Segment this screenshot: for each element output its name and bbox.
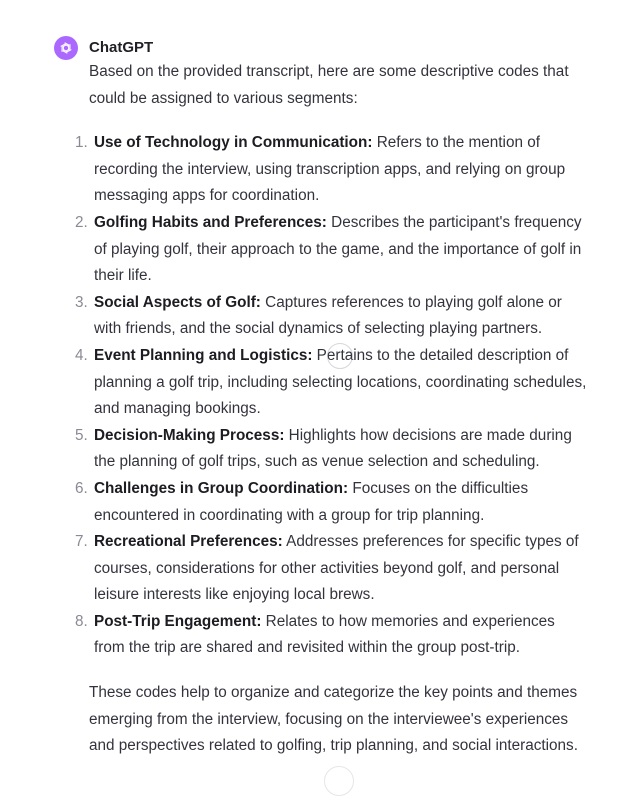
list-item [75, 476, 589, 529]
list-item-number: 1. [75, 134, 88, 152]
scroll-to-bottom-button[interactable] [324, 766, 354, 796]
list-item-term: Challenges in Group Coordination: [94, 479, 349, 497]
list-item-text: Captures references to playing golf alone or with friends, and the social dynamics of selecting playing partners. [94, 293, 562, 338]
list-item [75, 423, 589, 476]
list-item-number: 8. [75, 612, 88, 630]
list-item-text: Highlights how decisions are made during the planning of golf trips, such as venue selection and scheduling. [94, 426, 572, 471]
list-item-number: 5. [75, 426, 88, 444]
list-item [75, 609, 589, 662]
list-item-text: Pertains to the detailed description of planning a golf trip, including selecting locations, coordinating schedules, and managing bookings. [94, 346, 587, 418]
list-item-term: Social Aspects of Golf: [94, 293, 261, 311]
message-content [75, 59, 589, 760]
list-item-text: Describes the participant's frequency of playing golf, their approach to the game, and the importance of golf in their life. [94, 213, 582, 285]
list-item-term: Event Planning and Logistics: [94, 346, 313, 364]
list-item-term: Post-Trip Engagement: [94, 612, 262, 630]
list-item-number: 3. [75, 293, 88, 311]
list-item-number: 6. [75, 479, 88, 497]
message-outro: These codes help to organize and categorize the key points and themes emerging from the interview, focusing on the interviewee's experiences and perspectives related to golfing, trip planning, and social interactions. [89, 684, 578, 755]
list-item [75, 130, 589, 210]
list-item-text: Refers to the mention of recording the interview, using transcription apps, and relying on group messaging apps for coordination. [94, 134, 566, 205]
message-intro: Based on the provided transcript, here are some descriptive codes that could be assigned to various segments: [89, 63, 569, 107]
list-item-term: Golfing Habits and Preferences: [94, 213, 327, 231]
chatgpt-avatar [54, 36, 78, 60]
list-item-term: Use of Technology in Communication: [94, 134, 373, 152]
list-item [75, 210, 589, 290]
list-item [75, 290, 589, 343]
list-item-term: Decision-Making Process: [94, 426, 285, 444]
list-item [75, 529, 589, 609]
openai-logo-icon [58, 40, 74, 56]
list-item-term: Recreational Preferences: [94, 533, 283, 551]
list-item [75, 343, 589, 423]
codes-list [75, 130, 589, 662]
list-item-text: Focuses on the difficulties encountered in coordinating with a group for trip planning. [94, 479, 529, 524]
list-item-text: Addresses preferences for specific types of courses, considerations for other activities beyond golf, and personal leisure interests like enjoying local brews. [94, 533, 579, 604]
list-item-number: 4. [75, 346, 88, 364]
list-item-text: Relates to how memories and experiences from the trip are shared and revisited within the group post-trip. [94, 612, 555, 657]
list-item-number: 2. [75, 213, 88, 231]
list-item-number: 7. [75, 533, 88, 551]
message-author: ChatGPT [89, 39, 154, 56]
